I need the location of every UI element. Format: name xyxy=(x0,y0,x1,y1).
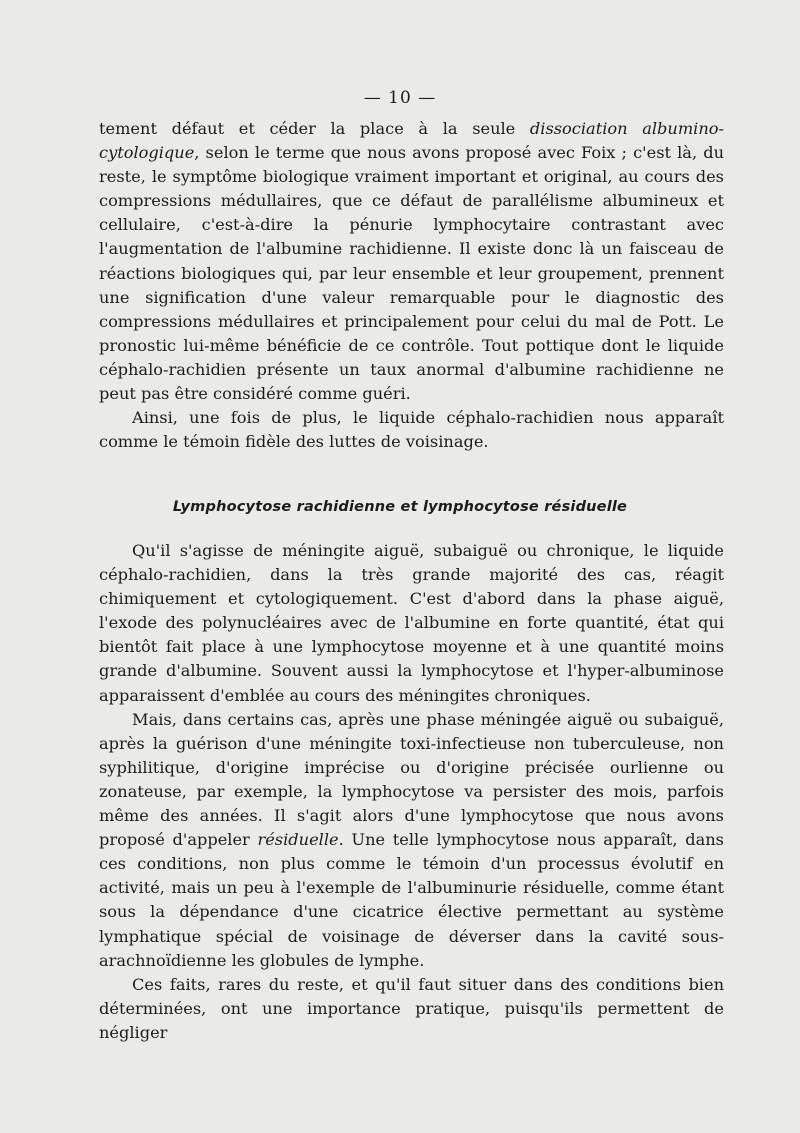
section-1-text xyxy=(99,117,724,454)
text-run: Mais, dans certains cas, après une phase méningée aiguë ou subaiguë, après la guérison d'une méningite toxi-infectieuse non tuberculeuse, non syphilitique, d'origine imprécise ou d'origine précisée ourlienne ou zonateuse, par exemple, la lymphocytose va persister des mois, parfois même des années. Il s'agit alors d'une lymphocytose que nous avons proposé d'appeler xyxy=(99,709,724,850)
text-run: , selon le terme que nous avons proposé avec Foix ; c'est là, du reste, le symptôme biologique vraiment important et original, au cours des compressions médullaires, que ce défaut de parallélisme albumineux et cellulaire, c'est-à-dire la pénurie lymphocytaire contrastant avec l'augmentation de l'albumine rachidienne. Il existe donc là un faisceau de réactions biologiques qui, par leur ensemble et leur groupement, prennent une signification d'une valeur remarquable pour le diagnostic des compressions médullaires et principalement pour celui du mal de Pott. Le pronostic lui-même bénéficie de ce contrôle. Tout pottique dont le liquide céphalo-rachidien présente un taux anormal d'albumine rachidienne ne peut pas être considéré comme guéri. xyxy=(99,143,724,404)
page-number: — 10 — xyxy=(363,88,437,108)
section-2-text xyxy=(99,539,724,1045)
section-heading: Lymphocytose rachidienne et lymphocytose résiduelle xyxy=(172,499,628,515)
paragraph: Ainsi, une fois de plus, le liquide céphalo-rachidien nous apparaît comme le témoin fidèle des luttes de voisinage. xyxy=(99,408,724,452)
italic-term: dissociation albumino-cytologique xyxy=(99,119,724,163)
text-run: tement défaut et céder la place à la seule xyxy=(99,119,530,138)
paragraph: Qu'il s'agisse de méningite aiguë, subaiguë ou chronique, le liquide céphalo-rachidien, dans la très grande majorité des cas, réagit chimiquement et cytologiquement. C'est d'abord dans la phase aiguë, l'exode des polynucléaires avec de l'albumine en forte quantité, état qui bientôt fait place à une lymphocytose moyenne et à une quantité moins grande d'albumine. Souvent aussi la lymphocytose et l'hyper-albuminose apparaissent d'emblée au cours des méningites chroniques. xyxy=(99,541,724,705)
paragraph xyxy=(99,708,724,973)
paragraph: Ces faits, rares du reste, et qu'il faut situer dans des conditions bien déterminées, ont une importance pratique, puisqu'ils permettent de négliger xyxy=(99,974,724,1042)
italic-term: résiduelle xyxy=(257,830,339,850)
paragraph xyxy=(99,117,724,406)
text-run: . Une telle lymphocytose nous apparaît, dans ces conditions, non plus comme le témoin d'un processus évolutif en activité, mais un peu à l'exemple de l'albuminurie résiduelle, comme étant sous la dépendance d'une cicatrice élective permettant au système lymphatique spécial de voisinage de déverser dans la cavité sous-arachnoïdienne les globules de lymphe. xyxy=(99,830,724,970)
